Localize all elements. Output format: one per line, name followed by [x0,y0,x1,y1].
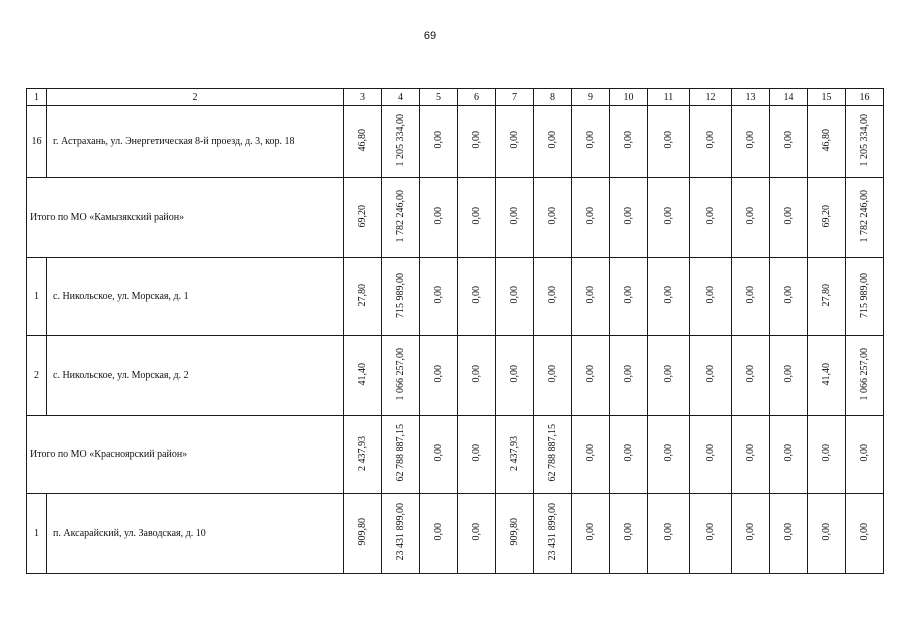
value-cell [534,106,572,178]
value-text: 23 431 899,00 [547,503,558,561]
value-cell [732,416,770,494]
value-cell [690,416,732,494]
value-cell [420,494,458,574]
value-cell [732,258,770,336]
value-text: 0,00 [547,207,558,225]
value-text: 0,00 [509,365,520,383]
value-text: 0,00 [585,444,596,462]
value-cell [648,178,690,258]
value-cell [846,178,884,258]
value-text: 69,20 [821,204,832,228]
value-text: 909,80 [357,518,368,546]
value-cell [610,178,648,258]
value-cell [344,178,382,258]
value-cell [344,494,382,574]
value-cell [690,106,732,178]
value-text: 0,00 [471,444,482,462]
value-cell [572,336,610,416]
value-text: 0,00 [745,286,756,304]
value-text: 0,00 [585,131,596,149]
value-cell [420,416,458,494]
value-text: 1 205 334,00 [859,113,870,167]
table-total-row [27,178,884,258]
value-cell [382,178,420,258]
value-cell [496,178,534,258]
column-header: 2 [47,89,344,106]
value-cell [382,258,420,336]
address-cell: п. Аксарайский, ул. Заводская, д. 10 [47,494,344,574]
table-row [27,336,884,416]
value-cell [534,336,572,416]
column-header: 7 [496,89,534,106]
value-text: 0,00 [509,286,520,304]
value-cell [496,494,534,574]
column-header: 4 [382,89,420,106]
value-text: 1 066 257,00 [395,347,406,401]
value-text: 0,00 [547,131,558,149]
value-text: 0,00 [745,131,756,149]
value-text: 0,00 [471,523,482,541]
total-label: Итого по МО «Красноярский район» [27,416,344,494]
value-cell [610,416,648,494]
value-text: 62 788 887,15 [395,424,406,482]
value-cell [496,336,534,416]
value-text: 0,00 [623,365,634,383]
column-header: 5 [420,89,458,106]
column-header: 1 [27,89,47,106]
value-cell [382,336,420,416]
value-text: 0,00 [783,444,794,462]
page-number: 69 [423,30,437,42]
address-cell: с. Никольское, ул. Морская, д. 2 [47,336,344,416]
value-cell [534,178,572,258]
value-text: 0,00 [705,207,716,225]
value-cell [534,494,572,574]
value-text: 0,00 [433,286,444,304]
value-cell [648,416,690,494]
value-text: 0,00 [783,207,794,225]
value-text: 0,00 [509,131,520,149]
value-cell [770,106,808,178]
value-text: 0,00 [745,523,756,541]
value-text: 0,00 [705,523,716,541]
value-text: 41,40 [357,362,368,386]
address-cell: г. Астрахань, ул. Энергетическая 8-й проезд, д. 3, кор. 18 [47,106,344,178]
value-text: 0,00 [433,365,444,383]
value-text: 0,00 [705,286,716,304]
value-text: 0,00 [783,286,794,304]
value-cell [458,336,496,416]
value-cell [496,258,534,336]
value-cell [808,258,846,336]
column-header: 13 [732,89,770,106]
table-header-row [27,89,884,106]
value-text: 0,00 [433,131,444,149]
value-text: 0,00 [783,365,794,383]
value-text: 0,00 [623,286,634,304]
value-text: 0,00 [859,523,870,541]
value-text: 0,00 [859,444,870,462]
table-total-row [27,416,884,494]
value-cell [610,494,648,574]
value-text: 0,00 [705,444,716,462]
column-header: 10 [610,89,648,106]
value-text: 0,00 [471,207,482,225]
value-cell [846,416,884,494]
value-cell [732,336,770,416]
total-label: Итого по МО «Камызякский район» [27,178,344,258]
value-text: 0,00 [783,131,794,149]
value-cell [572,494,610,574]
table-row [27,494,884,574]
value-text: 0,00 [663,131,674,149]
value-cell [572,106,610,178]
value-cell [610,106,648,178]
value-cell [808,106,846,178]
value-text: 1 782 246,00 [859,189,870,243]
value-cell [808,416,846,494]
value-cell [770,416,808,494]
column-header: 8 [534,89,572,106]
value-cell [496,106,534,178]
value-text: 0,00 [663,523,674,541]
value-cell [732,178,770,258]
value-text: 0,00 [783,523,794,541]
value-cell [648,258,690,336]
column-header: 9 [572,89,610,106]
value-cell [344,106,382,178]
value-text: 62 788 887,15 [547,424,558,482]
value-text: 46,80 [821,128,832,152]
value-text: 23 431 899,00 [395,503,406,561]
value-text: 69,20 [357,204,368,228]
value-cell [770,494,808,574]
value-text: 0,00 [663,286,674,304]
value-text: 0,00 [471,365,482,383]
value-cell [610,258,648,336]
value-cell [458,494,496,574]
value-text: 0,00 [663,444,674,462]
value-text: 0,00 [547,286,558,304]
table-row [27,258,884,336]
value-cell [572,258,610,336]
row-number: 1 [27,258,47,336]
value-cell [770,258,808,336]
value-cell [382,416,420,494]
value-text: 27,80 [821,283,832,307]
value-cell [732,106,770,178]
value-cell [458,106,496,178]
value-text: 0,00 [745,365,756,383]
value-text: 715 989,00 [395,272,406,318]
value-cell [572,178,610,258]
value-cell [808,336,846,416]
value-text: 46,80 [357,128,368,152]
value-text: 27,80 [357,283,368,307]
data-table [26,88,884,574]
value-text: 1 205 334,00 [395,113,406,167]
value-cell [648,494,690,574]
value-cell [690,178,732,258]
value-cell [458,416,496,494]
value-cell [770,336,808,416]
value-text: 0,00 [705,365,716,383]
table-row [27,106,884,178]
value-cell [610,336,648,416]
column-header: 3 [344,89,382,106]
value-cell [344,258,382,336]
value-cell [420,336,458,416]
value-cell [648,106,690,178]
value-text: 715 989,00 [859,272,870,318]
value-text: 0,00 [585,286,596,304]
value-text: 0,00 [471,286,482,304]
value-text: 0,00 [585,207,596,225]
value-text: 0,00 [745,444,756,462]
value-text: 0,00 [705,131,716,149]
value-cell [534,416,572,494]
value-text: 0,00 [663,207,674,225]
column-header: 11 [648,89,690,106]
column-header: 14 [770,89,808,106]
value-cell [420,106,458,178]
value-cell [382,106,420,178]
row-number: 16 [27,106,47,178]
value-cell [382,494,420,574]
column-header: 12 [690,89,732,106]
value-text: 0,00 [471,131,482,149]
value-cell [732,494,770,574]
address-cell: с. Никольское, ул. Морская, д. 1 [47,258,344,336]
row-number: 2 [27,336,47,416]
value-text: 0,00 [433,444,444,462]
value-cell [458,258,496,336]
value-cell [770,178,808,258]
value-text: 2 437,93 [357,435,368,471]
value-text: 0,00 [433,523,444,541]
value-cell [846,258,884,336]
value-text: 0,00 [509,207,520,225]
value-text: 0,00 [663,365,674,383]
value-cell [846,106,884,178]
value-cell [808,494,846,574]
row-number: 1 [27,494,47,574]
column-header: 16 [846,89,884,106]
value-text: 2 437,93 [509,435,520,471]
value-cell [690,494,732,574]
value-cell [534,258,572,336]
value-text: 0,00 [585,365,596,383]
value-cell [458,178,496,258]
value-cell [808,178,846,258]
value-cell [572,416,610,494]
value-text: 0,00 [745,207,756,225]
value-text: 1 066 257,00 [859,347,870,401]
value-text: 0,00 [821,523,832,541]
value-cell [690,258,732,336]
value-text: 0,00 [623,131,634,149]
value-cell [344,416,382,494]
value-cell [420,258,458,336]
value-cell [846,336,884,416]
value-text: 0,00 [821,444,832,462]
value-text: 1 782 246,00 [395,189,406,243]
value-text: 909,80 [509,518,520,546]
value-text: 41,40 [821,362,832,386]
value-cell [648,336,690,416]
value-cell [496,416,534,494]
column-header: 15 [808,89,846,106]
value-cell [690,336,732,416]
column-header: 6 [458,89,496,106]
value-cell [344,336,382,416]
value-text: 0,00 [623,444,634,462]
value-cell [420,178,458,258]
value-text: 0,00 [547,365,558,383]
value-cell [846,494,884,574]
value-text: 0,00 [623,523,634,541]
value-text: 0,00 [623,207,634,225]
value-text: 0,00 [585,523,596,541]
value-text: 0,00 [433,207,444,225]
